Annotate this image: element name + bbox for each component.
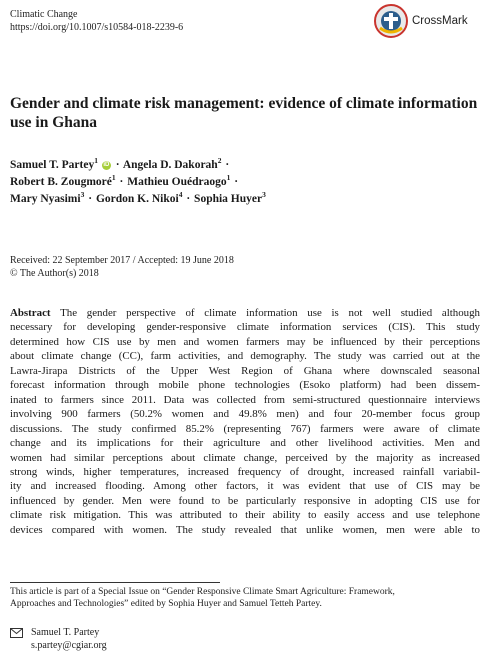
author-affiliation: 3 [262,190,266,200]
doi-link[interactable]: https://doi.org/10.1007/s10584-018-2239-6 [10,22,184,33]
journal-meta [10,8,183,34]
footnote-line: This article is part of a Special Issue on “Gender Responsive Climate Smart Agriculture: Framework, [10,587,395,597]
crossmark-badge[interactable] [374,4,468,38]
corresponding-author [10,626,107,652]
crossmark-label: CrossMark [412,15,468,27]
abstract-line: climate risk mitigation. This was attributed to their ability to easily access and use telephone [10,509,480,522]
abstract-line: strong winds, higher temperatures, increased frequency of drought, increased rainfall variabil- [10,465,480,478]
article-dates [10,255,234,280]
paper-title: Gender and climate risk management: evidence of climate information use in Ghana [10,95,478,131]
author-name[interactable]: Gordon K. Nikoi [95,193,179,205]
author-affiliation: 3 [80,190,85,200]
abstract-line: inated to farmers since 2011. Data was collected from semi-structured questionnaire interviews [10,393,480,406]
received-accepted: Received: 22 September 2017 / Accepted: 19 June 2018 [10,255,234,266]
crossmark-icon [374,4,408,38]
author-separator: · [115,159,120,171]
author-affiliation: 1 [111,173,116,183]
copyright: © The Author(s) 2018 [10,267,99,279]
author-name[interactable]: Mary Nyasimi [10,193,81,205]
author-line [10,191,480,208]
author-separator: · [88,193,93,205]
orcid-icon[interactable]: iD [103,161,110,168]
footnote [10,586,480,610]
abstract [10,306,480,537]
author-name[interactable]: Samuel T. Partey [10,159,95,171]
abstract-line: about climate change (CC), farm activities, and demography. The study was carried out at the [10,350,480,363]
footnote-divider [10,582,220,583]
author-affiliation: 1 [94,156,98,166]
author-name[interactable]: Angela D. Dakorah [122,159,218,171]
abstract-line: Lawra-Jirapa Districts of the Upper West Region of Ghana where downscaled seasonal [10,364,480,377]
author-separator: · [225,159,230,171]
author-affiliation: 4 [178,190,183,200]
abstract-line: influenced by gender. Men were found to be particularly responsive in adopting CIS use for [10,494,480,507]
abstract-line: ity and increased flooding. Among other factors, it was evident that use of CIS may be [10,480,480,493]
abstract-line: forecast information through mobile phone technologies (Esoko platform) had been dissem- [10,379,480,392]
abstract-line: discussions. The study confirmed 85.2% (representing 767) farmers were aware of climate [10,422,480,435]
abstract-line: change and its implications for their agriculture and other livelihood activities. Men and [10,437,480,450]
contact-name: Samuel T. Partey [31,627,100,638]
author-separator: · [234,176,239,188]
author-line [10,157,480,174]
abstract-line: Abstract The gender perspective of climate information use is not well studied although [10,307,480,319]
abstract-line: devices compared with women. The study revealed that unlike women, men were able to [10,523,480,536]
author-separator: · [186,193,191,205]
abstract-label: Abstract [10,307,51,319]
author-list [10,157,480,208]
author-affiliation: 2 [217,156,222,166]
author-name[interactable]: Sophia Huyer [194,193,263,205]
abstract-line: involving 900 farmers (50.2% women and 49.8% men) and four 20-member focus group [10,408,480,421]
footnote-line: Approaches and Technologies” edited by Sophia Huyer and Samuel Tetteh Partey. [10,599,322,609]
author-affiliation: 1 [226,173,231,183]
author-name[interactable]: Robert B. Zougmoré [10,176,112,188]
envelope-icon [10,628,23,638]
author-separator: · [119,176,124,188]
author-name[interactable]: Mathieu Ouédraogo [127,176,227,188]
abstract-line: women had similar perceptions about climate change, perceived by the majority as increased [10,451,480,464]
abstract-line: necessary for developing gender-responsive climate information services (CIS). This study [10,321,480,334]
contact-email[interactable]: s.partey@cgiar.org [31,640,107,651]
journal-name: Climatic Change [10,9,78,20]
author-line [10,174,480,191]
abstract-line: determined how CIS use by men and women farmers may be influenced by their perceptions [10,335,480,348]
